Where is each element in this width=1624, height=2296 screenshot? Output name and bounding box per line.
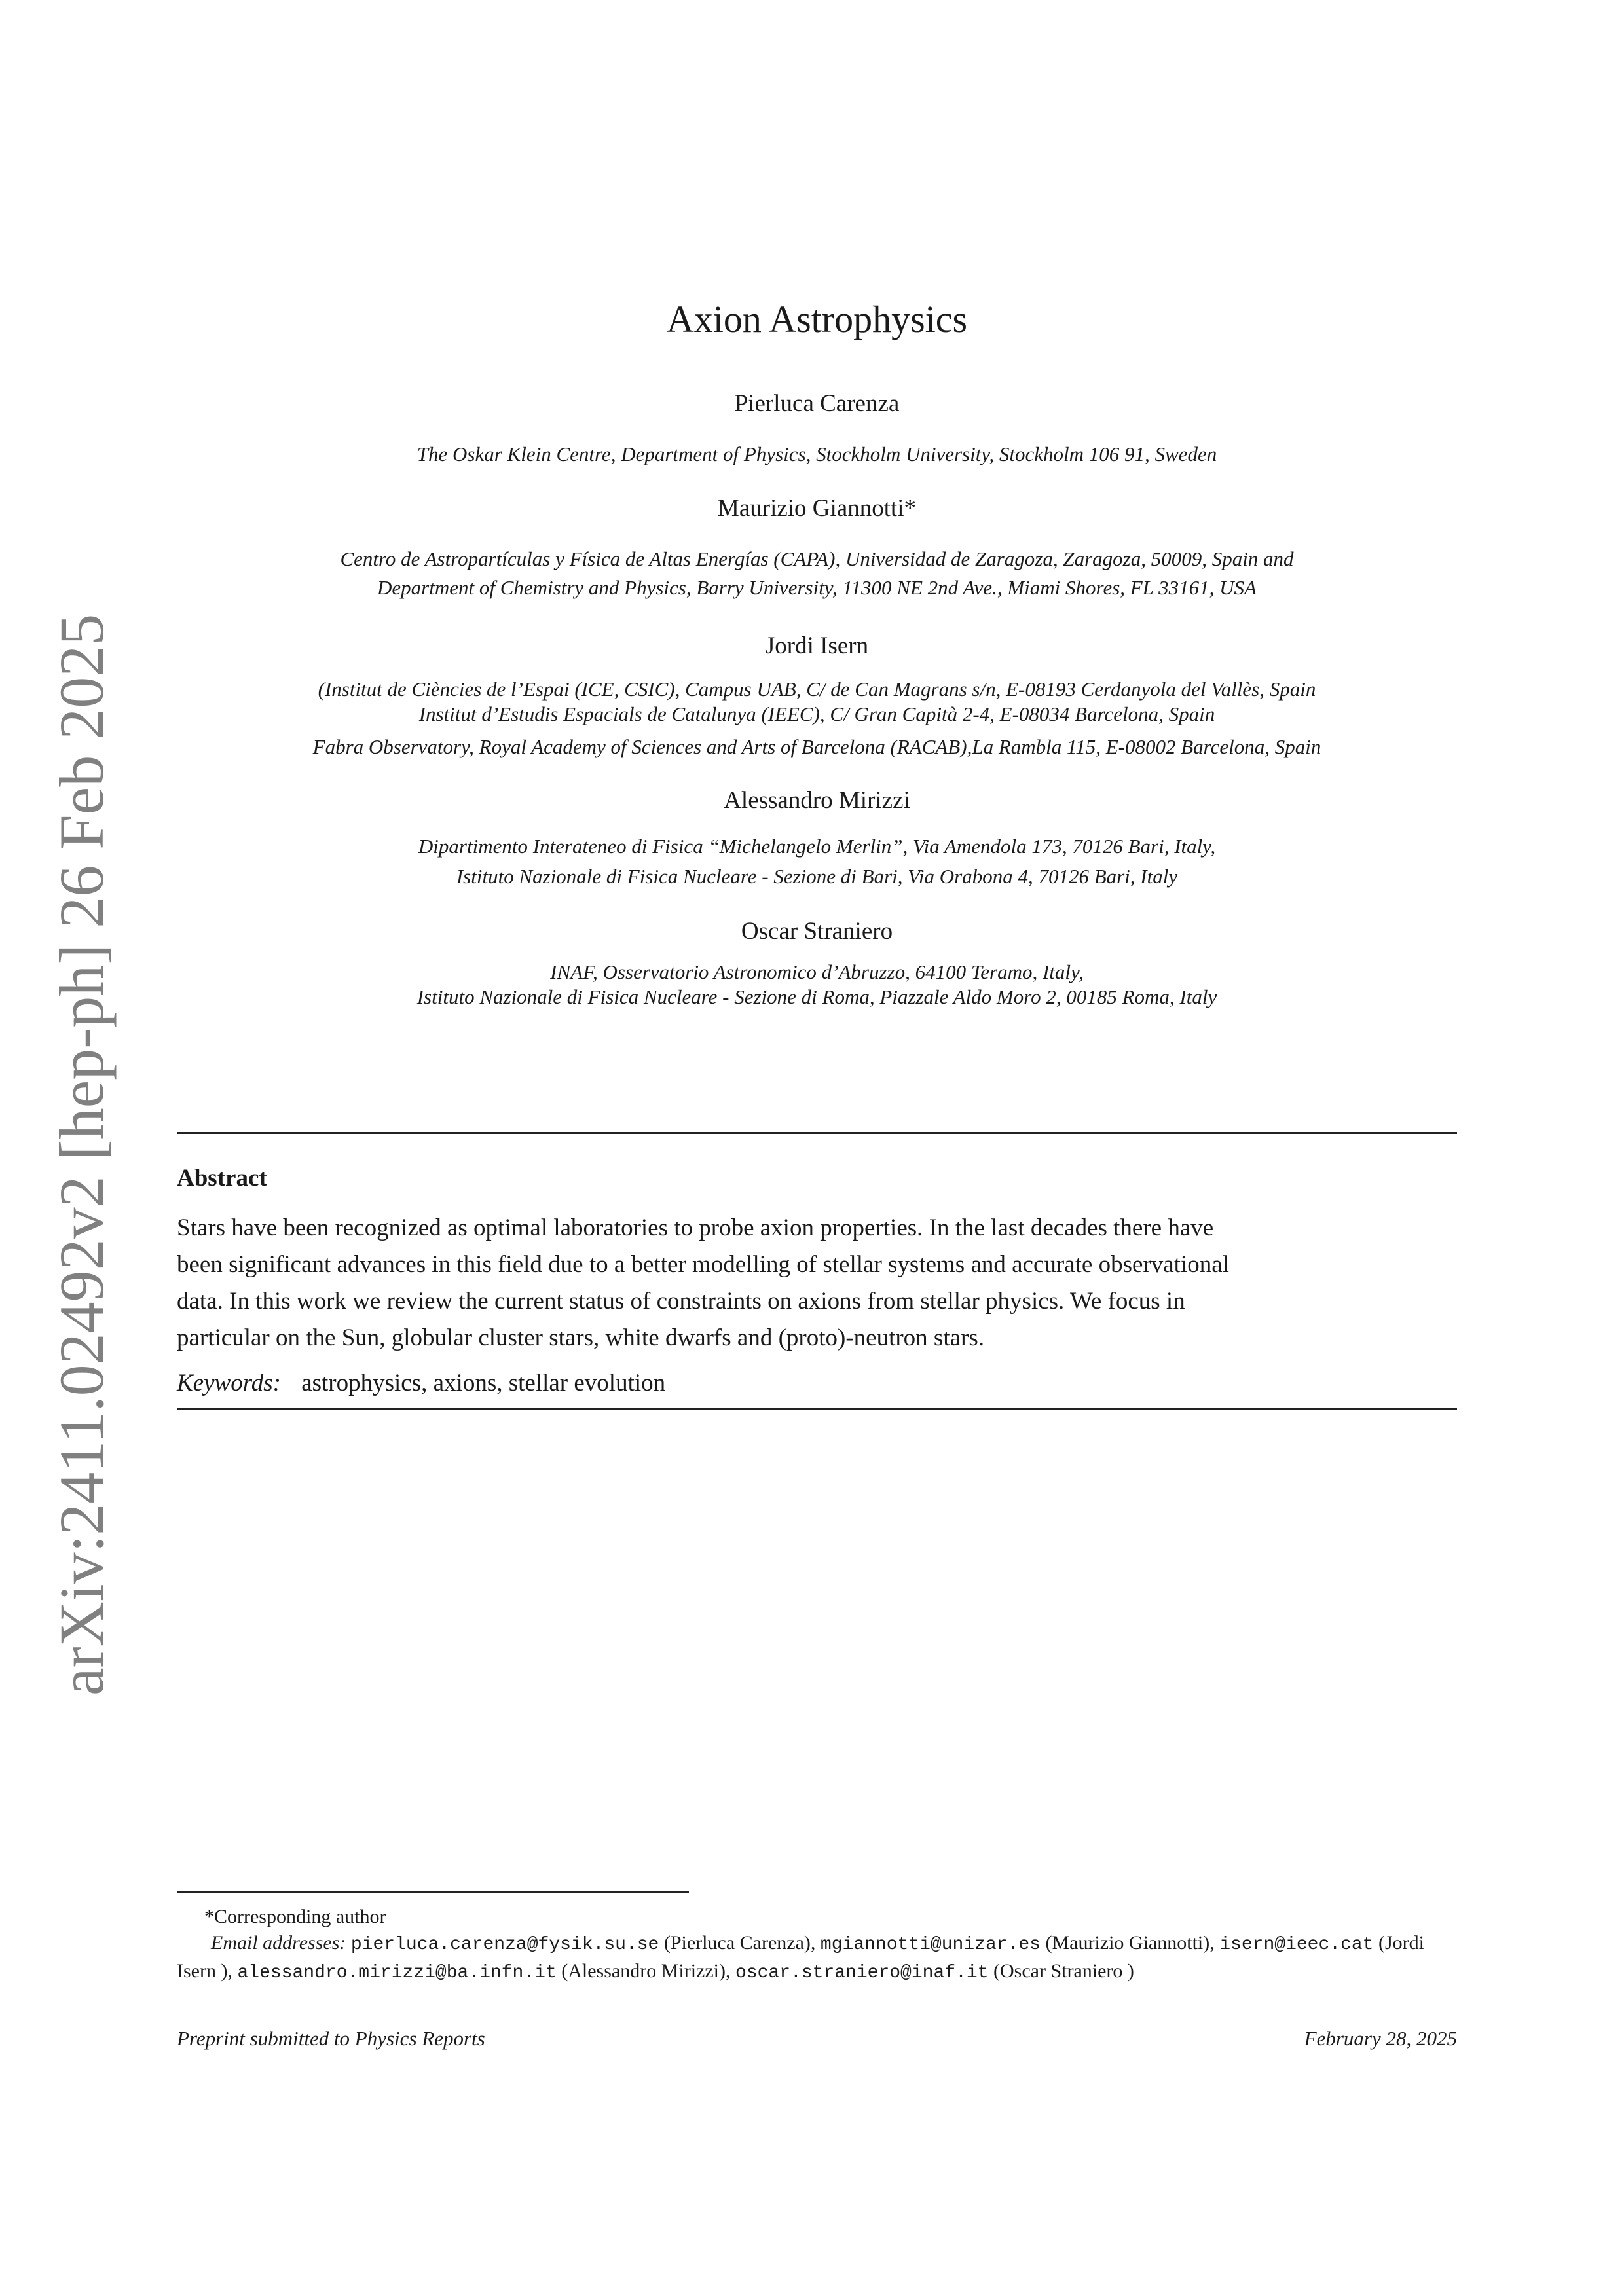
footer-preprint-note: Preprint submitted to Physics Reports [177, 2027, 485, 2050]
abstract-heading: Abstract [177, 1165, 267, 1192]
author-affiliation [177, 440, 1457, 469]
corresponding-author-note: *Corresponding author [204, 1906, 386, 1927]
author-name: Oscar Straniero [741, 918, 893, 945]
affiliation-line: INAF, Osservatorio Astronomico d’Abruzzo, 64100 Teramo, Italy, [550, 960, 1084, 983]
footnote-rule [177, 1891, 689, 1893]
arxiv-stamp: arXiv:2411.02492v2 [hep-ph] 26 Feb 2025 [46, 613, 117, 1696]
email-link[interactable]: pierluca.carenza@fysik.su.se [350, 1935, 659, 1955]
affiliation-line: Department of Chemistry and Physics, Barry University, 11300 NE 2nd Ave., Miami Shores, FL 33161, USA [377, 576, 1257, 599]
abstract-line: been significant advances in this field due to a better modelling of stellar systems and accurate observational [177, 1251, 1229, 1278]
abstract-body [177, 1210, 1457, 1357]
affiliation-line: The Oskar Klein Centre, Department of Physics, Stockholm University, Stockholm 106 91, Sweden [416, 443, 1217, 465]
keywords [177, 1367, 665, 1400]
email-link[interactable]: mgiannotti@unizar.es [820, 1935, 1041, 1955]
affiliation-line: Istituto Nazionale di Fisica Nucleare - Sezione di Bari, Via Orabona 4, 70126 Bari, Italy [456, 865, 1178, 888]
email-link[interactable]: isern@ieec.cat [1219, 1935, 1374, 1955]
email-addresses [177, 1930, 1457, 1986]
abstract-top-rule [177, 1132, 1457, 1134]
abstract-line: Stars have been recognized as optimal laboratories to probe axion properties. In the last decades there have [177, 1214, 1214, 1241]
affiliation-line: Dipartimento Interateneo di Fisica “Michelangelo Merlin”, Via Amendola 173, 70126 Bari, Italy, [418, 835, 1216, 858]
email-owner: (Pierluca Carenza), [663, 1932, 816, 1954]
footer-date: February 28, 2025 [1304, 2027, 1457, 2050]
abstract-line: data. In this work we review the current status of constraints on axions from stellar physics. We focus in [177, 1288, 1185, 1315]
author-name: Pierluca Carenza [734, 390, 900, 417]
author-name: Maurizio Giannotti* [717, 495, 917, 522]
email-owner: (Jordi Isern ), [177, 1932, 1424, 1982]
keywords-value: astrophysics, axions, stellar evolution [301, 1370, 666, 1396]
abstract-line: particular on the Sun, globular cluster stars, white dwarfs and (proto)-neutron stars. [177, 1324, 984, 1351]
affiliation-line: Fabra Observatory, Royal Academy of Sciences and Arts of Barcelona (RACAB),La Rambla 115, E-08002 Barcelona, Spain [312, 735, 1321, 758]
email-link[interactable]: oscar.straniero@inaf.it [735, 1963, 989, 1983]
email-owner: (Oscar [993, 1960, 1046, 1982]
keywords-label: Keywords: [177, 1370, 281, 1396]
email-label: Email addresses: [211, 1932, 346, 1954]
author-affiliation [177, 960, 1457, 1010]
affiliation-line: Institut d’Estudis Espacials de Catalunya (IEEC), C/ Gran Capità 2-4, E-08034 Barcelona, Spain [418, 702, 1215, 725]
affiliation-line: Istituto Nazionale di Fisica Nucleare - Sezione di Roma, Piazzale Aldo Moro 2, 00185 Roma, Italy [416, 985, 1217, 1008]
affiliation-line: Centro de Astropartículas y Física de Altas Energías (CAPA), Universidad de Zaragoza, Zaragoza, 50009, Spain and [340, 547, 1294, 570]
email-owner-continued: Straniero ) [1050, 1960, 1134, 1982]
author-name: Alessandro Mirizzi [724, 787, 910, 814]
email-owner: (Alessandro Mirizzi), [561, 1960, 731, 1982]
author-affiliation [177, 831, 1457, 892]
author-affiliation [177, 677, 1457, 759]
author-name: Jordi Isern [765, 632, 869, 659]
affiliation-line: (Institut de Ciències de l’Espai (ICE, CSIC), Campus UAB, C/ de Can Magrans s/n, E-08193 Cerdanyola del Vallès, Spain [318, 678, 1316, 701]
abstract-bottom-rule [177, 1408, 1457, 1410]
email-owner: (Maurizio Giannotti), [1045, 1932, 1215, 1954]
author-affiliation [177, 545, 1457, 602]
paper-title: Axion Astrophysics [666, 298, 968, 340]
email-link[interactable]: alessandro.mirizzi@ba.infn.it [237, 1963, 557, 1983]
